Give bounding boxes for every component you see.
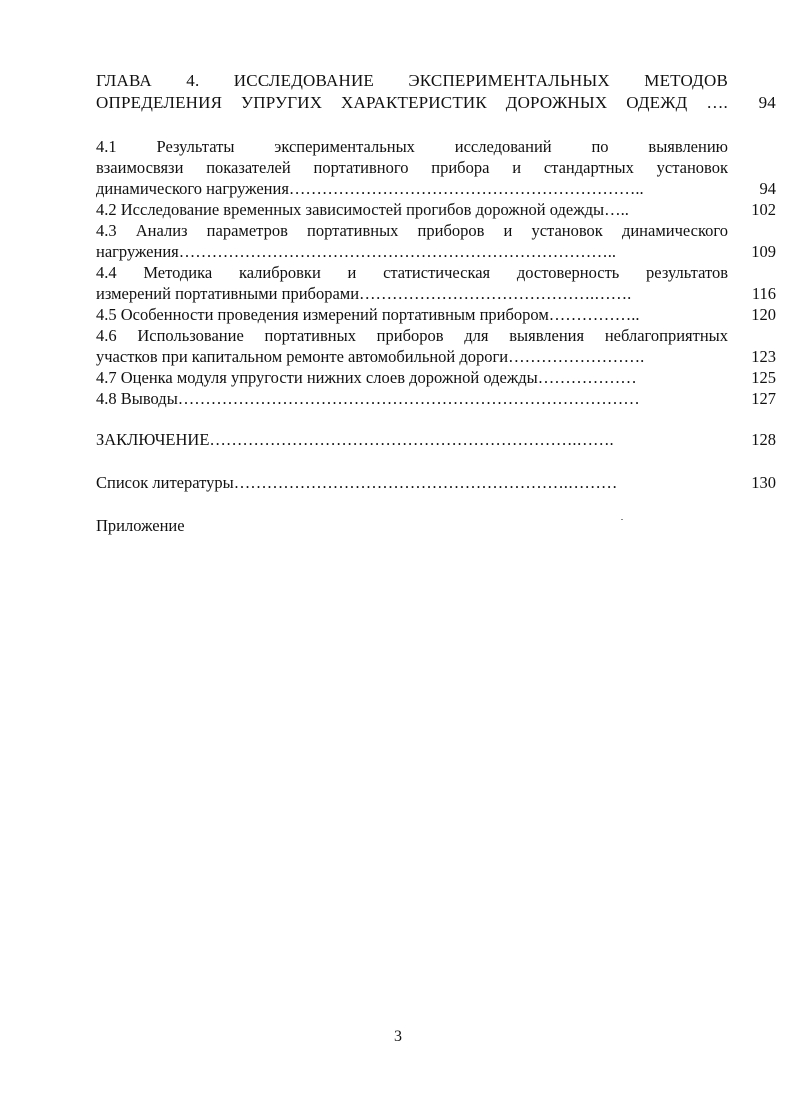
toc-entry-4-3-page: 109 <box>751 242 776 261</box>
toc-entry-4-2 <box>96 199 776 220</box>
toc-entry-4-7-text: 4.7 Оценка модуля упругости нижних слоев дорожной одежды……………… <box>96 368 637 387</box>
toc-entry-4-1-page: 94 <box>759 179 776 198</box>
toc-entry-4-4-line1 <box>96 262 776 283</box>
toc-entry-4-7-page: 125 <box>751 368 776 387</box>
toc-entry-4-5 <box>96 304 776 325</box>
toc-chapter-4-line2 <box>96 92 776 114</box>
toc-entry-4-2-text: 4.2 Исследование временных зависимостей прогибов дорожной одежды….. <box>96 200 629 219</box>
toc-entry-4-1-text-2: взаимосвязи показателей портативного прибора и стандартных установок <box>96 158 728 177</box>
toc-entry-4-5-page: 120 <box>751 305 776 324</box>
toc-entry-4-1-line2 <box>96 157 776 178</box>
toc-entry-4-4-page: 116 <box>751 284 776 303</box>
toc-entry-4-3-line2 <box>96 241 776 262</box>
toc-entry-4-3-line1 <box>96 220 776 241</box>
scan-speck <box>621 519 623 520</box>
toc-entry-4-5-text: 4.5 Особенности проведения измерений портативным прибором…………….. <box>96 305 640 324</box>
toc-entry-references-text: Список литературы…………………………………………………….……… <box>96 473 618 492</box>
toc-entry-conclusion-page: 128 <box>751 430 776 449</box>
toc-entry-4-6-line1 <box>96 325 776 346</box>
toc-chapter-4-page: 94 <box>758 93 776 112</box>
toc-chapter-4-title-2: ОПРЕДЕЛЕНИЯ УПРУГИХ ХАРАКТЕРИСТИК ДОРОЖНЫХ ОДЕЖД …. <box>96 93 728 112</box>
toc-entry-4-4-text-1: 4.4 Методика калибровки и статистическая достоверность результатов <box>96 263 728 282</box>
toc-entry-4-2-page: 102 <box>751 200 776 219</box>
toc-entry-4-1-line1 <box>96 136 776 157</box>
toc-chapter-4-line1 <box>96 70 776 92</box>
toc-entry-references <box>96 472 776 493</box>
toc-entry-4-8-page: 127 <box>751 389 776 408</box>
toc-entry-4-1-text-1: 4.1 Результаты экспериментальных исследований по выявлению <box>96 137 728 156</box>
toc-entry-4-3-text-1: 4.3 Анализ параметров портативных приборов и установок динамического <box>96 221 728 240</box>
table-of-contents <box>96 70 776 536</box>
toc-entry-appendix <box>96 515 776 536</box>
toc-entry-conclusion <box>96 429 776 450</box>
toc-entry-4-1-line3 <box>96 178 776 199</box>
toc-entry-4-3-text-2: нагружения…………………………………………………………………….. <box>96 242 616 261</box>
toc-entry-references-page: 130 <box>751 473 776 492</box>
toc-entry-4-8 <box>96 388 776 409</box>
toc-entry-4-1-text-3: динамического нагружения……………………………………………………….. <box>96 179 644 198</box>
toc-entry-appendix-text: Приложение <box>96 516 185 535</box>
toc-entry-4-4-line2 <box>96 283 776 304</box>
toc-entry-conclusion-text: ЗАКЛЮЧЕНИЕ………………………………………………………….……. <box>96 430 614 449</box>
toc-entry-4-4-text-2: измерений портативными приборами…………………………………….……. <box>96 284 632 303</box>
toc-entry-4-6-text-2: участков при капитальном ремонте автомобильной дороги……………………. <box>96 347 645 366</box>
toc-entry-4-6-line2 <box>96 346 776 367</box>
toc-chapter-4-title-1: ГЛАВА 4. ИССЛЕДОВАНИЕ ЭКСПЕРИМЕНТАЛЬНЫХ МЕТОДОВ <box>96 71 728 90</box>
page-number: 3 <box>394 1028 402 1045</box>
toc-entry-4-6-text-1: 4.6 Использование портативных приборов для выявления неблагоприятных <box>96 326 728 345</box>
toc-entry-4-7 <box>96 367 776 388</box>
toc-entry-4-8-text: 4.8 Выводы………………………………………………………………………… <box>96 389 640 408</box>
toc-entry-4-6-page: 123 <box>751 347 776 366</box>
